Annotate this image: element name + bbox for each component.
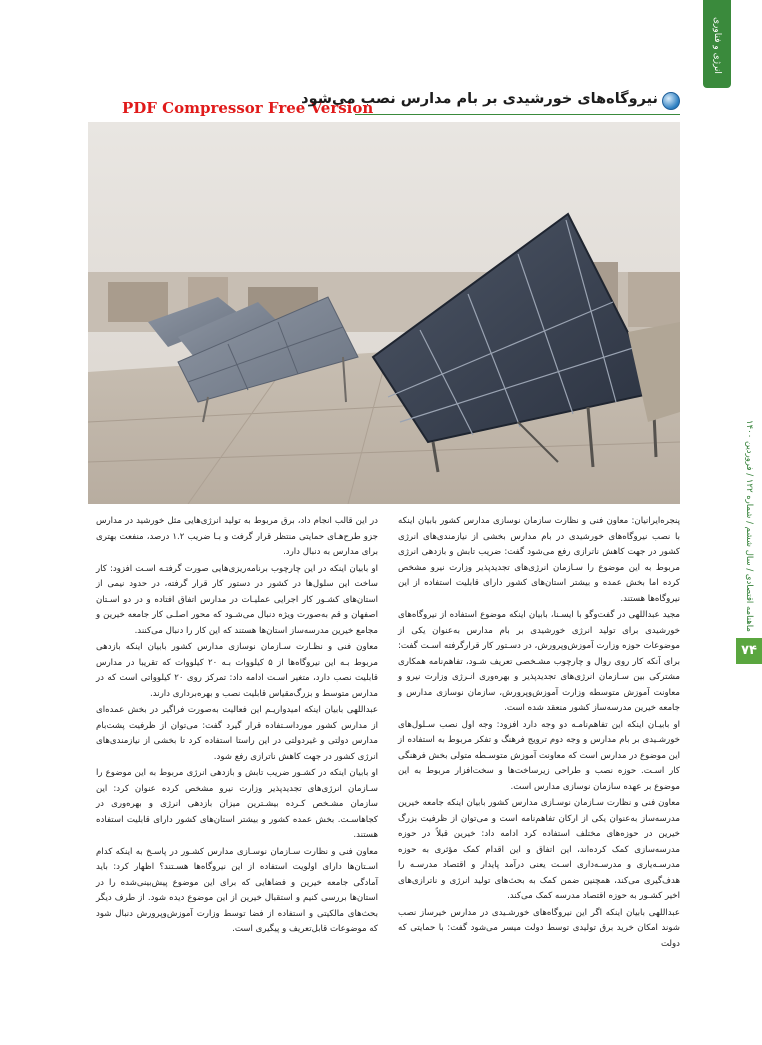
article-column-right — [398, 514, 680, 953]
section-tab-label: انرژی و فناوری — [712, 16, 722, 74]
article-title-row — [301, 90, 680, 115]
paragraph: پنجره‌ایرانیان: معاون فنی و نظارت سازمان نوسازی مدارس کشور بابیان اینکه با نصب نیروگاه‌های خورشیدی در بام مدارس بخشی از نیازمندی‌های انرژی کشور در جهت کاهش ناترازی رفع می‌شود گفت: ضریب تابش و بازدهی انرژی مربوط به این موضوع را سـازمان انرژی‌های تجدیدپذیر وزارت نیرو مشخص کرده اما بخش عمده و بیشتر استان‌های کشور دارای قابلیت استفاده از این نیروگاه‌ها هستند. — [398, 516, 680, 604]
side-strip — [736, 420, 762, 720]
solar-panels-photo — [88, 122, 680, 504]
paragraph: عبداللهی بابیان اینکه اگر این نیروگاه‌های خورشـیدی در مدارس خیرساز نصب شوند امکان خرید برق تولیدی توسط دولت میسر می‌شود گفت: با حمایتی که دولت — [398, 907, 680, 949]
paragraph: او بابیـان اینکه این تفاهم‌نامـه دو وجه دارد افزود: وجه اول نصب سـلول‌های خورشـیدی بر بام مدارس و وجه دوم ترویج فرهنگ و تفکر مربوط به استفاده از این موضوع در مدارس است که معاونت آموزش متوسـطه متولی بخش فرهنگی کار اسـت. حوزه نصب و طراحی زیرساخت‌ها و سخت‌افزار مربوط به این موضوع بر عهده سازمان نوسازی مدارس است. — [398, 719, 680, 792]
paragraph: مجید عبداللهی در گفت‌وگو با ایسـنا، بابیان اینکه موضوع استفاده از نیروگاه‌های خورشیدی برای تولید انرژی خورشیدی بر بام مدارس به‌عنوان یکی از موضوعات حوزه وزارت آموزش‌وپرورش، در دسـتور کار قرارگرفته اسـت گفت: برای آنکه کار روی روال و چارچوب مشـخصی تعریف شـود، تفاهم‌نامه همکاری مشترکی بین سـازمان انرژی‌های تجدیدپذیر و بهره‌وری انـرژی وزارت نیرو و معاونت آموزش متوسطه وزارت آموزش‌وپرورش، سازمان نوسازی مدارس و جامعه خیرین مدرسه‌ساز کشور منعقد شده است. — [398, 610, 680, 713]
paragraph: معاون فنی و نظـارت سـازمان نوسازی مدارس کشور بابیان اینکه بازدهی مربوط بـه این نیروگاه‌ها از ۵ کیلووات بـه ۲۰ کیلووات که تقریبا در مدارس قابلیت نصب دارد، متغیر اسـت ادامه داد: تمرکز روی ۲۰ کیلوواتی است که در مدارس متوسط و بزرگ‌مقیاس قابلیت نصب و بهره‌برداری دارند. — [96, 642, 378, 699]
page-number: ۷۴ — [736, 638, 762, 664]
paragraph: او بابیان اینکه در این چارچوب برنامه‌ریزی‌هایی صورت گرفتـه اسـت افزود: کار ساخت این سلول‌ها در کشور در دستور کار قرار گرفته، در حدود نیمی از استان‌های کشـور کار اجرایی عملیـات در مدارس اتفاق افتاده و در دو اسـتان اصفهان و قم به‌صورت ویژه دنبال می‌شـود که محور اصلـی کار جامعه خیرین و مجامع خیرین مدرسه‌ساز استان‌ها هستند که این کار را دنبال می‌کنند. — [96, 563, 378, 636]
article-title: نیروگاه‌های خورشیدی بر بام مدارس نصب می‌شود — [301, 91, 658, 107]
pdf-compressor-banner: PDF Compressor Free Version — [122, 99, 374, 117]
article-column-left — [96, 514, 378, 939]
paragraph: او بابیان اینکه در کشـور ضریب تابش و بازدهی انرژی مربوط به این موضوع را سـازمان انرژی‌های تجدیدپذیر وزارت نیرو مشخص کرده عنوان کرد: این سازمان مشـخص کـرده بیشـترین میزان بازدهی انرژی و بهره‌وری در کجاهاسـت. بخش عمده کشور و بیشتر استان‌های کشور دارای قابلیت استفاده هستند. — [96, 768, 378, 840]
paragraph: در این قالب انجام داد، برق مربوط به تولید انرژی‌هایی مثل خورشید در مدارس جزو طرح‌هـای حمایتی منتظر قرار گرفت و بـا ضریب ۱.۲ درصد، منفعت بهتری برای مدارس به دنبال دارد. — [96, 516, 378, 557]
issue-info: ماهنامه اقتصادی / سال ششم / شماره ۱۲۲ / فروردین ۱۴۰۰ — [744, 420, 754, 632]
paragraph: معاون فنی و نظارت سـازمان نوسـازی مدارس کشـور در پاسـخ به اینکه کدام اسـتان‌ها دارای اولویت استفاده از این نیروگاه‌ها هسـتند؟ اظهار کرد: باید آمادگی جامعه خیرین و فضاهایی که برای این موضوع پیش‌بینی‌شده را در استان‌ها بررسی کنیم و استقبال خیرین از این موضوع دیده شود. از طرف دیگر بحث‌های مالکیتی و استفاده از فضا توسط وزارت آموزش‌وپرورش دنبال شود که موضوعات قابل‌تعریف و پیگیری است. — [96, 846, 378, 934]
paragraph: معاون فنی و نظارت سـازمان نوسـازی مدارس کشور بابیان اینکه جامعه خیرین مدرسه‌ساز به‌عنوان یکی از ارکان تفاهم‌نامه است و می‌توان از ظرفیت بزرگ خیرین در حوزه‌های مختلف استفاده کرد ادامه داد: خیرین قبلاً در حوزه مدرسه‌سازی کمک کرده‌اند، این اتفاق و این اقدام کمک مؤثری به حوزه مدرسـه‌یاری و مدرسـه‌داری اسـت یعنی درآمد پایدار و اقتصاد مدرسـه را هدف‌گیری می‌کند، همچنین ضمن کمک به بحث‌های تولید انرژی و ناترازی‌های اخیر کشـور به حوزه اقتصاد مدرسه کمک می‌کند. — [398, 798, 680, 901]
globe-icon — [662, 92, 680, 110]
section-tab — [703, 0, 731, 88]
paragraph: عبداللهی بابیان اینکه امیدواریـم این فعالیت به‌صورت فراگیر در بخش عمده‌ای از مدارس کشور مورداسـتفاده قرار گیرد گفت: می‌توان از ظرفیت پشت‌بام مدارس دولتی و غیردولتی در این راستا استفاده کرد تا بخشی از نیازمندی‌های انرژی کشور در جهت کاهش ناترازی رفع شود. — [96, 705, 378, 762]
